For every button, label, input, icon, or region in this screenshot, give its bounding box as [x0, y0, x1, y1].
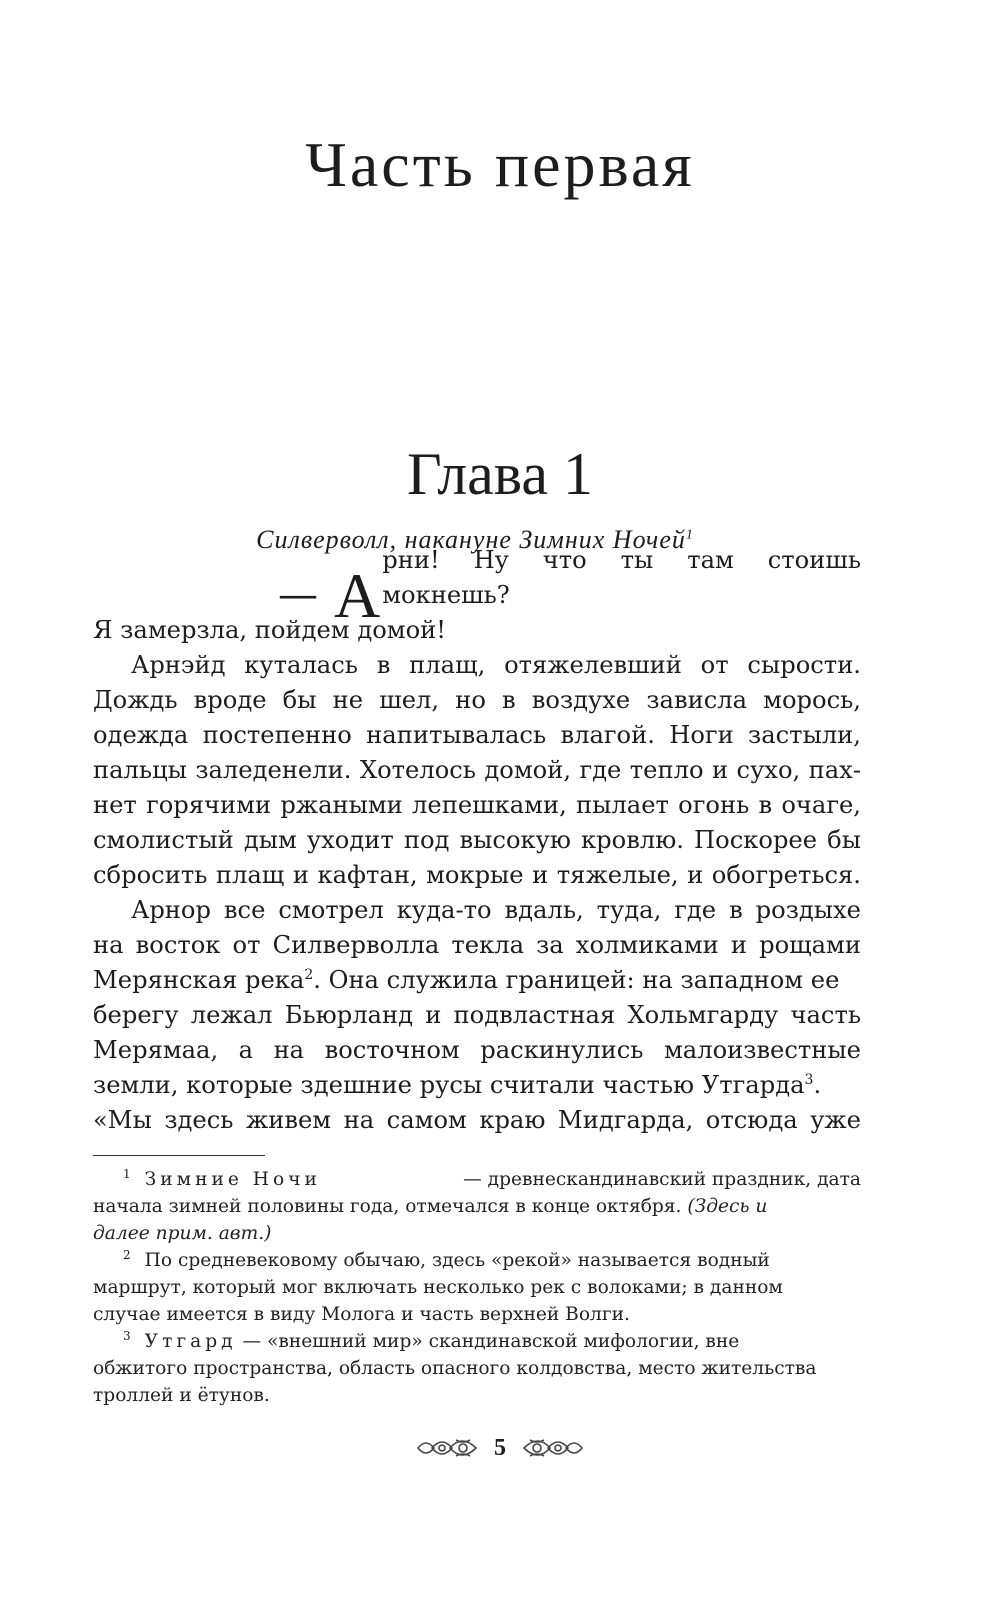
- footnotes: [93, 1166, 861, 1409]
- drop-cap: А: [334, 560, 381, 631]
- footnote-number: 2: [123, 1247, 131, 1262]
- footnote-italic: (Здесь и: [687, 1196, 768, 1217]
- body-line-part: .: [813, 1071, 822, 1099]
- footnote-number: 1: [123, 1166, 131, 1181]
- body-line: смолистый дым уходит под высокую кровлю. Поскорее бы: [93, 826, 861, 854]
- body-line: «Мы здесь живем на самом краю Мидгарда, отсюда уже: [93, 1106, 861, 1134]
- footnote-line: [93, 1193, 861, 1220]
- first-line-text: рни! Ну что ты там стоишь мокнешь?: [382, 546, 861, 609]
- part-title: Часть первая: [305, 129, 695, 200]
- dialogue-dash: —: [278, 572, 318, 618]
- footnote-text: начала зимней половины года, отмечался в конце октября.: [93, 1196, 682, 1217]
- body-line: Арнэйд куталась в плащ, отяжелевший от сырости.: [131, 651, 861, 679]
- footnote-separator: [93, 1155, 265, 1156]
- footnote-term: Зимние Ночи: [144, 1169, 321, 1190]
- body-line: [93, 1068, 861, 1103]
- ornament-right-icon: [520, 1432, 584, 1464]
- body-line-part: земли, которые здешние русы считали частью Утгарда: [93, 1071, 805, 1099]
- body-line-part: Мерянская река: [93, 966, 305, 994]
- footnote-ref-1: 1: [685, 527, 694, 543]
- body-line: одежда постепенно напитывалась влагой. Ноги застыли,: [93, 721, 861, 749]
- body-line: Я замерзла, пойдем домой!: [93, 616, 446, 644]
- footnote-2: [93, 1247, 861, 1274]
- footnote-line: маршрут, который мог включать несколько рек с волоками; в данном: [93, 1277, 783, 1298]
- ornament-left-icon: [416, 1432, 480, 1464]
- page-number: 5: [494, 1434, 506, 1461]
- footnote-line: обжитого пространства, область опасного колдовства, место жительства: [93, 1358, 817, 1379]
- body-line: сбросить плащ и кафтан, мокрые и тяжелые, и обогреться.: [93, 861, 861, 889]
- body-line: берегу лежал Бьюрланд и подвластная Хольмгарду часть: [93, 1001, 861, 1029]
- body-line: нет горячими ржаными лепешками, пылает огонь в очаге,: [93, 791, 861, 819]
- body-line: Мерямаа, а на восточном раскинулись малоизвестные: [93, 1036, 861, 1064]
- body-line: пальцы заледенели. Хотелось домой, где тепло и сухо, пах-: [93, 756, 861, 784]
- footnote-text: — древнескандинавский праздник, дата: [463, 1169, 861, 1190]
- footnote-text: По средневековому обычаю, здесь «рекой» называется водный: [144, 1250, 770, 1271]
- footnote-3: [93, 1328, 861, 1355]
- body-line: на восток от Силверволла текла за холмиками и рощами: [93, 931, 861, 959]
- footnote-ref-2: 2: [304, 966, 314, 983]
- footnote-text: — «внешний мир» скандинавской мифологии, вне: [242, 1331, 740, 1352]
- body-line: Арнор все смотрел куда-то вдаль, туда, где в роздыхе: [131, 896, 861, 924]
- footnote-1: [93, 1166, 861, 1193]
- body-line: Дождь вроде бы не шел, но в воздухе зависла морось,: [93, 686, 861, 714]
- footnote-number: 3: [123, 1328, 131, 1343]
- footnote-line: троллей и ётунов.: [93, 1385, 270, 1406]
- chapter-body: [93, 546, 861, 1138]
- footnote-ref-3: 3: [804, 1071, 814, 1088]
- footnote-line: случае имеется в виду Молога и часть верхней Волги.: [93, 1304, 630, 1325]
- footnote-term: Утгард: [144, 1331, 237, 1352]
- chapter-title: Глава 1: [407, 441, 593, 507]
- body-line: [93, 963, 861, 998]
- footnote-line: далее прим. авт.): [93, 1223, 272, 1244]
- location-text: Силверволл, накануне Зимних Ночей: [256, 525, 686, 554]
- page-footer: [0, 1432, 1000, 1464]
- body-line-part: . Она служила границей: на западном ее: [313, 966, 840, 994]
